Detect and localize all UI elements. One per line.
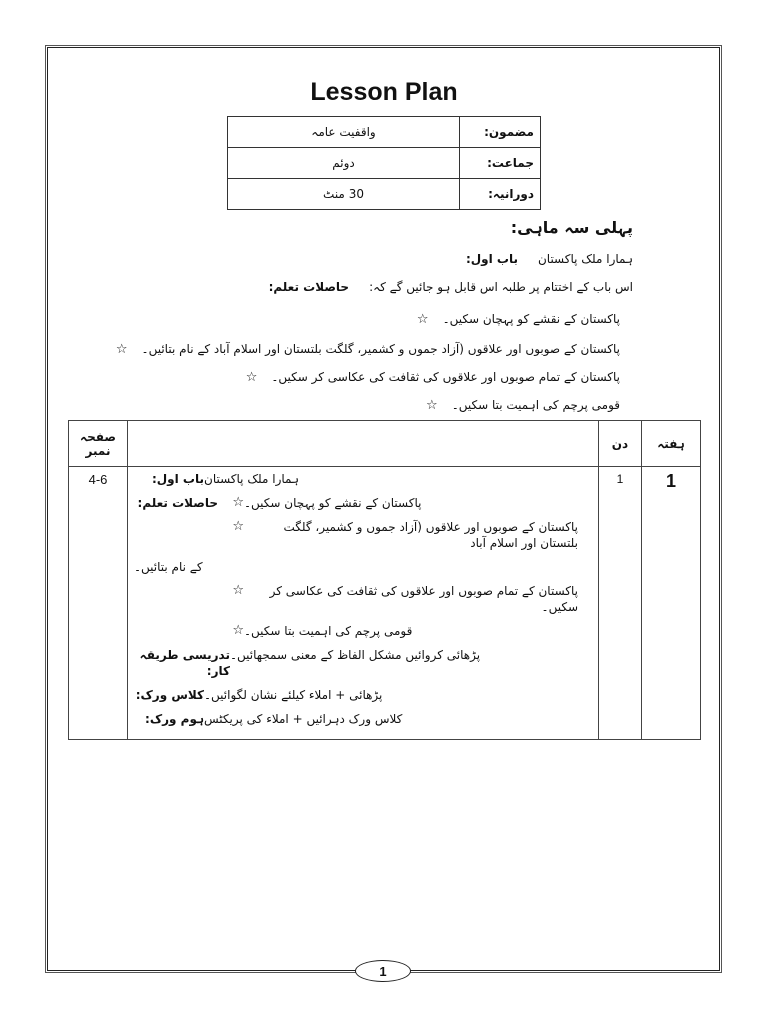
header-content xyxy=(128,421,599,467)
info-row-duration xyxy=(228,179,541,210)
star-icon: ☆ xyxy=(232,519,244,534)
week-cell: 1 xyxy=(642,467,701,740)
header-day: دن xyxy=(599,421,642,467)
outcome-item xyxy=(426,398,620,413)
info-row-class xyxy=(228,148,541,179)
outcome-text: پاکستان کے تمام صوبوں اور علاقوں کی ثقافت کی عکاسی کر سکیں۔ xyxy=(271,370,620,384)
outcome-item xyxy=(417,312,620,327)
header-page-number: صفحہ نمبر xyxy=(69,421,128,467)
row-chapter-line xyxy=(134,471,592,487)
outcomes-intro: اس باب کے اختتام پر طلبہ اس قابل ہو جائیں گے کہ: xyxy=(369,280,633,294)
star-icon: ☆ xyxy=(245,370,258,385)
row-method-line xyxy=(134,647,592,679)
row-outcome-item xyxy=(134,495,592,511)
row-outcomes-label: حاصلات تعلم: xyxy=(137,496,218,510)
row-outcome-text: پاکستان کے نقشے کو پہچان سکیں۔ xyxy=(244,496,422,510)
star-icon: ☆ xyxy=(232,623,244,638)
lesson-table-header xyxy=(69,421,701,467)
spacer xyxy=(134,519,218,551)
info-value: واقفیت عامہ xyxy=(228,117,460,148)
info-key: جماعت: xyxy=(460,148,541,179)
row-outcome-item xyxy=(134,519,592,551)
row-outcome-text: پاکستان کے صوبوں اور علاقوں (آزاد جموں و کشمیر، گلگت بلتستان اور اسلام آباد xyxy=(283,520,578,550)
info-value: 30 منٹ xyxy=(228,179,460,210)
row-homework-label: ہوم ورک: xyxy=(145,712,204,726)
row-outcome-continuation xyxy=(134,559,592,575)
spacer xyxy=(134,623,218,639)
content-cell xyxy=(128,467,599,740)
outcome-text: پاکستان کے صوبوں اور علاقوں (آزاد جموں و کشمیر، گلگت بلتستان اور اسلام آباد کے نام بتائیں۔ xyxy=(141,342,620,356)
star-icon: ☆ xyxy=(232,495,244,510)
outcomes-label: حاصلات تعلم: xyxy=(268,280,350,294)
outcome-item xyxy=(246,370,620,385)
info-key: دورانیہ: xyxy=(460,179,541,210)
row-outcome-text: پاکستان کے تمام صوبوں اور علاقوں کی ثقافت کی عکاسی کر سکیں۔ xyxy=(269,584,578,614)
row-method-value: پڑھائی کروائیں مشکل الفاظ کے معنی سمجھائیں۔ xyxy=(230,648,481,662)
row-chapter-label: باب اول: xyxy=(151,472,204,486)
outcomes-line xyxy=(269,280,633,294)
table-row xyxy=(69,467,701,740)
outcome-text: قومی پرچم کی اہمیت بتا سکیں۔ xyxy=(451,398,620,412)
day-cell: 1 xyxy=(599,467,642,740)
subject-info-table xyxy=(227,116,541,210)
row-homework-line xyxy=(134,711,592,727)
row-outcome-text: قومی پرچم کی اہمیت بتا سکیں۔ xyxy=(244,624,413,638)
row-classwork-line xyxy=(134,687,592,703)
row-homework-value: کلاس ورک دہرائیں + املاء کی پریکٹس xyxy=(204,712,403,726)
row-outcome-text: کے نام بتائیں۔ xyxy=(134,560,203,574)
chapter-line xyxy=(464,252,633,266)
quarter-heading: پہلی سہ ماہی: xyxy=(510,218,633,237)
page-number: 1 xyxy=(355,960,411,982)
chapter-value: ہمارا ملک پاکستان xyxy=(537,252,633,266)
info-key: مضمون: xyxy=(460,117,541,148)
outcome-item xyxy=(116,342,620,357)
row-outcome-item xyxy=(134,583,592,615)
page-range-cell: 4-6 xyxy=(69,467,128,740)
info-row-subject xyxy=(228,117,541,148)
outcome-text: پاکستان کے نقشے کو پہچان سکیں۔ xyxy=(442,312,620,326)
page-title: Lesson Plan xyxy=(310,78,458,106)
star-icon: ☆ xyxy=(426,398,438,413)
star-icon: ☆ xyxy=(416,312,429,327)
row-chapter-value: ہمارا ملک پاکستان xyxy=(204,472,300,486)
chapter-label: باب اول: xyxy=(465,252,518,266)
row-outcome-item xyxy=(134,623,592,639)
star-icon: ☆ xyxy=(115,342,128,357)
row-method-label: تدریسی طریقہ کار: xyxy=(139,648,230,678)
star-icon: ☆ xyxy=(232,583,244,598)
header-week: ہفتہ xyxy=(642,421,701,467)
lesson-table xyxy=(68,420,701,740)
info-value: دوئم xyxy=(228,148,460,179)
row-classwork-label: کلاس ورک: xyxy=(135,688,204,702)
spacer xyxy=(134,583,218,615)
row-classwork-value: پڑھائی + املاء کیلئے نشان لگوائیں۔ xyxy=(204,688,383,702)
